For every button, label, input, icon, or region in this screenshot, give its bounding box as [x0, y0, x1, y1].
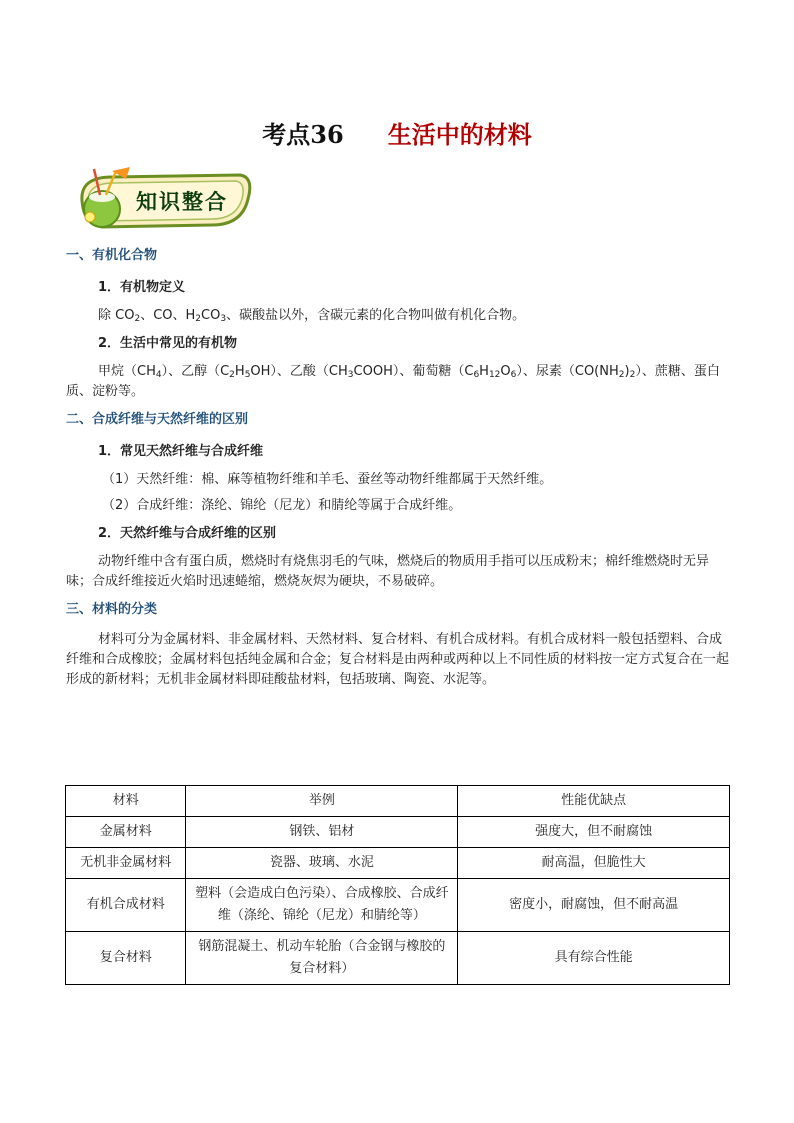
- paragraph: 除 $CO_2$、CO、$H_2CO_3$、碳酸盐以外，含碳元素的化合物叫做有机化合物。: [98, 308, 526, 324]
- table-cell: 无机非金属材料: [66, 848, 186, 879]
- table-cell: 密度小，耐腐蚀，但不耐高温: [458, 879, 730, 932]
- table-cell: 复合材料: [66, 932, 186, 985]
- banner-label: 知识整合: [136, 189, 228, 214]
- table-cell: 强度大，但不耐腐蚀: [458, 817, 730, 848]
- table-header: 性能优缺点: [458, 786, 730, 817]
- table-header: 材料: [66, 786, 186, 817]
- table-cell: 瓷器、玻璃、水泥: [186, 848, 458, 879]
- subheading: 2．生活中常见的有机物: [98, 336, 238, 351]
- table-header-row: [66, 786, 730, 817]
- section-heading: 二、合成纤维与天然纤维的区别: [66, 412, 249, 427]
- table-row: [66, 848, 730, 879]
- table-cell: 有机合成材料: [66, 879, 186, 932]
- page-title: [0, 115, 794, 150]
- list-item: （2）合成纤维：涤纶、锦纶（尼龙）和腈纶等属于合成纤维。: [102, 498, 462, 513]
- table-cell: 金属材料: [66, 817, 186, 848]
- paragraph: 材料可分为金属材料、非金属材料、天然材料、复合材料、有机合成材料。有机合成材料一般包括塑料、合成纤维和合成橡胶；金属材料包括纯金属和合金；复合材料是由两种或两种以上不同性质的材料按一定方式复合在一起形成的新材料；无机非金属材料即硅酸盐材料，包括玻璃、陶瓷、水泥等。: [66, 632, 730, 687]
- table-cell: 塑料（会造成白色污染）、合成橡胶、合成纤维（涤纶、锦纶（尼龙）和腈纶等）: [186, 879, 458, 932]
- table-row: [66, 817, 730, 848]
- subheading: 1．有机物定义: [98, 280, 186, 295]
- table-cell: 钢筋混凝土、机动车轮胎（合金钢与橡胶的复合材料）: [186, 932, 458, 985]
- list-item: （1）天然纤维：棉、麻等植物纤维和羊毛、蚕丝等动物纤维都属于天然纤维。: [102, 472, 553, 487]
- table-row: [66, 932, 730, 985]
- section-heading: 三、材料的分类: [66, 602, 158, 617]
- content: [66, 246, 730, 690]
- paragraph: 动物纤维中含有蛋白质，燃烧时有烧焦羽毛的气味，燃烧后的物质用手指可以压成粉末；棉纤维燃烧时无异味；合成纤维接近火焰时迅速蜷缩，燃烧灰烬为硬块，不易破碎。: [66, 554, 710, 589]
- table-row: [66, 879, 730, 932]
- table-cell: 耐高温，但脆性大: [458, 848, 730, 879]
- subheading: 2．天然纤维与合成纤维的区别: [98, 526, 277, 541]
- materials-table: [65, 785, 730, 985]
- table-cell: 钢铁、铝材: [186, 817, 458, 848]
- section-heading: 一、有机化合物: [66, 248, 158, 263]
- title-number: 考点36: [262, 120, 344, 149]
- subheading: 1．常见天然纤维与合成纤维: [98, 444, 264, 459]
- table-header: 举例: [186, 786, 458, 817]
- title-topic: 生活中的材料: [387, 120, 532, 149]
- table-cell: 具有综合性能: [458, 932, 730, 985]
- paragraph: 甲烷$(CH_4)$、乙醇$(C_2H_5OH)$、乙酸$(CH_3COOH)$、葡萄糖$(C_6H_{12}O_6)$、尿素$(CO(NH_2)_2)$、蔗糖、蛋白质、淀粉等。: [66, 364, 720, 399]
